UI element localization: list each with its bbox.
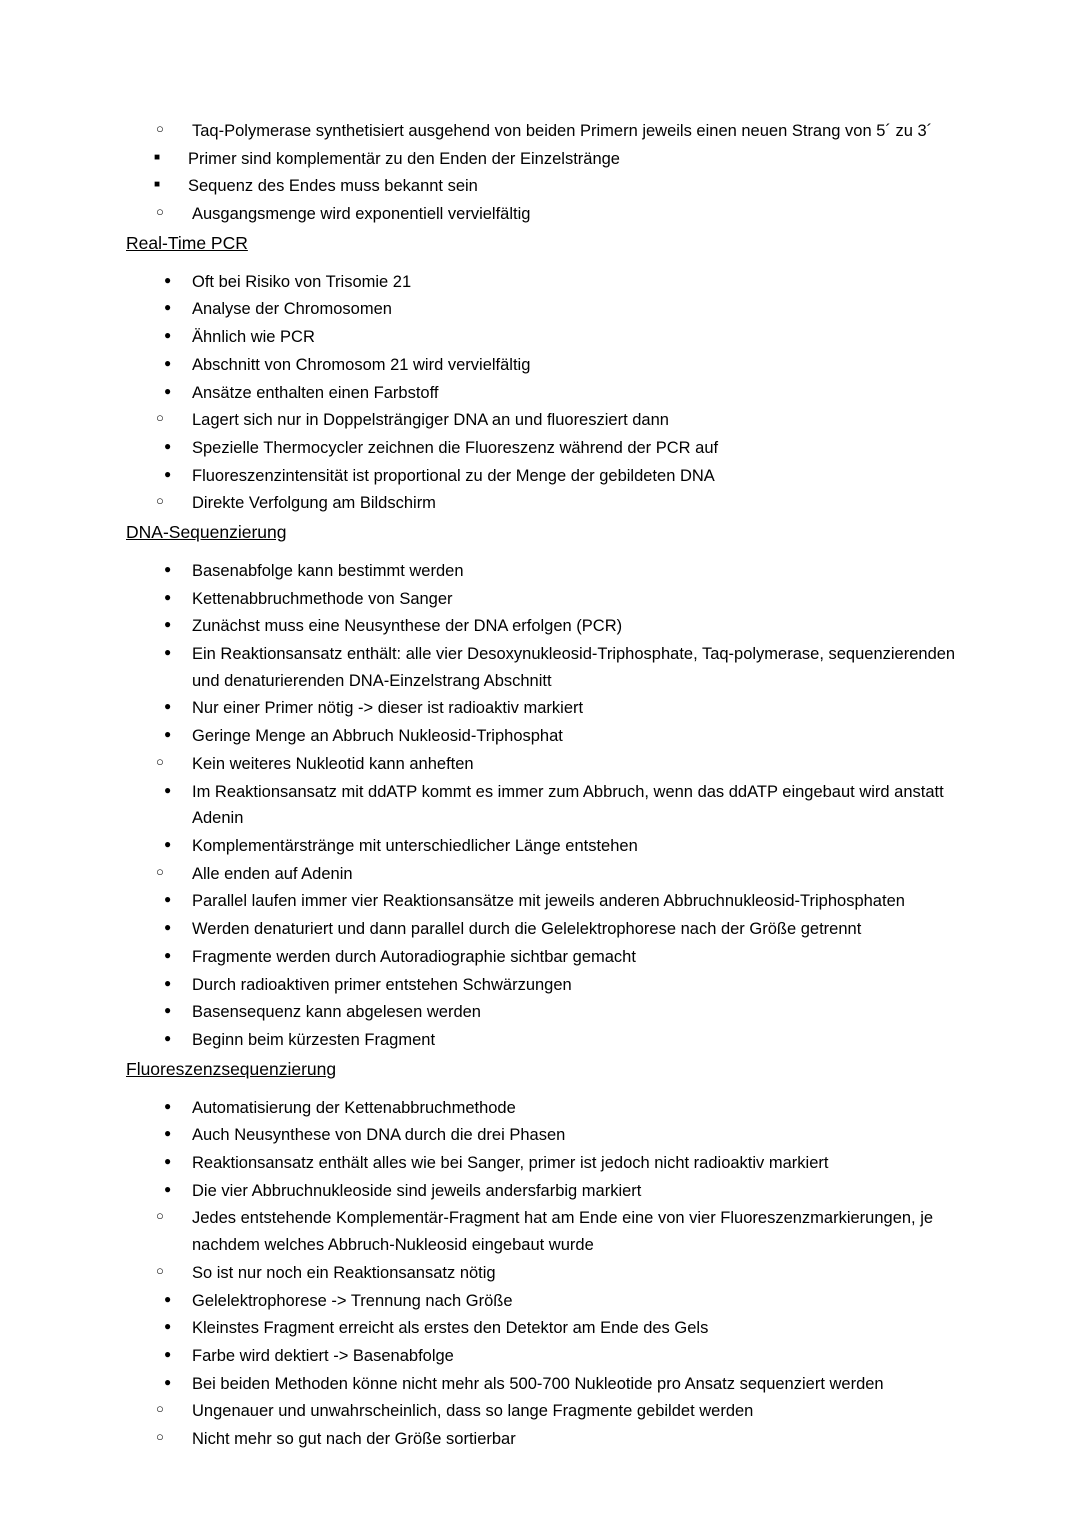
bullet-list-level-2 [126, 1398, 960, 1452]
list-item [126, 1260, 960, 1287]
list-item-text: ● Nur einer Primer nötig -> dieser ist radioaktiv markiert [192, 695, 960, 722]
document-content [126, 118, 960, 1453]
list-item [126, 779, 960, 832]
list-item-text: ● Geringe Menge an Abbruch Nukleosid-Triphosphat [192, 723, 960, 750]
list-item-text: ■ Primer sind komplementär zu den Enden der Einzelstränge [188, 146, 960, 173]
list-item [126, 1288, 960, 1315]
bullet-list-level-2 [126, 1205, 960, 1286]
list-item [126, 751, 960, 778]
list-item [126, 944, 960, 971]
list-item [126, 1315, 960, 1342]
list-item [126, 916, 960, 943]
list-item-text: ○ Ungenauer und unwahrscheinlich, dass so lange Fragmente gebildet werden [192, 1398, 960, 1425]
nested-list-wrapper [126, 490, 960, 517]
document-section [126, 521, 960, 1054]
list-item [126, 435, 960, 462]
list-item-text: ● Reaktionsansatz enthält alles wie bei Sanger, primer ist jedoch nicht radioaktiv markiert [192, 1150, 960, 1177]
list-item [126, 888, 960, 915]
document-section [126, 118, 960, 228]
list-item [126, 1398, 960, 1425]
list-item-text: ○ Jedes entstehende Komplementär-Fragment hat am Ende eine von vier Fluoreszenzmarkierungen, je nachdem welches Abbruch-Nukleosid eingebaut wurde [192, 1205, 960, 1258]
list-item-text: ● Auch Neusynthese von DNA durch die drei Phasen [192, 1122, 960, 1149]
list-item [126, 861, 960, 888]
list-item [126, 490, 960, 517]
list-item [126, 352, 960, 379]
list-item [126, 1027, 960, 1054]
list-item [126, 118, 960, 145]
list-item [126, 1150, 960, 1177]
list-item-text: ○ Taq-Polymerase synthetisiert ausgehend von beiden Primern jeweils einen neuen Strang von 5´ zu 3´ [192, 118, 960, 145]
list-item-text: ● Farbe wird dektiert -> Basenabfolge [192, 1343, 960, 1370]
list-item-text: ○ Kein weiteres Nukleotid kann anheften [192, 751, 960, 778]
list-item [126, 558, 960, 585]
bullet-list-level-2 [126, 490, 960, 517]
list-item [126, 201, 960, 228]
bullet-list-level-2 [126, 407, 960, 434]
nested-list-wrapper [126, 407, 960, 434]
list-item [126, 296, 960, 323]
list-item [126, 1205, 960, 1258]
list-item [126, 723, 960, 750]
list-item [126, 146, 960, 173]
nested-list-wrapper [126, 146, 960, 200]
list-item [126, 613, 960, 640]
list-item-text: ● Analyse der Chromosomen [192, 296, 960, 323]
nested-list-wrapper [126, 751, 960, 778]
list-item [126, 173, 960, 200]
list-item-text: ● Kettenabbruchmethode von Sanger [192, 586, 960, 613]
list-item-text: ● Fluoreszenzintensität ist proportional zu der Menge der gebildeten DNA [192, 463, 960, 490]
list-item [126, 1095, 960, 1122]
list-item [126, 1371, 960, 1398]
list-item-text: ○ Direkte Verfolgung am Bildschirm [192, 490, 960, 517]
list-item [126, 407, 960, 434]
bullet-list-level-2 [126, 118, 960, 228]
nested-list-wrapper [126, 1205, 960, 1286]
list-item-text: ● Fragmente werden durch Autoradiographie sichtbar gemacht [192, 944, 960, 971]
list-item-text: ● Ansätze enthalten einen Farbstoff [192, 380, 960, 407]
bullet-list-level-1 [126, 558, 960, 1054]
list-item-text: ● Zunächst muss eine Neusynthese der DNA erfolgen (PCR) [192, 613, 960, 640]
list-item-text: ● Parallel laufen immer vier Reaktionsansätze mit jeweils anderen Abbruchnukleosid-Triphosphaten [192, 888, 960, 915]
list-item-text: ● Ähnlich wie PCR [192, 324, 960, 351]
list-item [126, 641, 960, 694]
list-item [126, 269, 960, 296]
list-item [126, 833, 960, 860]
list-item-text: ● Werden denaturiert und dann parallel durch die Gelelektrophorese nach der Größe getrennt [192, 916, 960, 943]
list-item [126, 380, 960, 407]
list-item-text: ● Basensequenz kann abgelesen werden [192, 999, 960, 1026]
list-item-text: ● Kleinstes Fragment erreicht als erstes den Detektor am Ende des Gels [192, 1315, 960, 1342]
section-heading: Fluoreszenzsequenzierung [126, 1058, 337, 1079]
list-item [126, 463, 960, 490]
nested-list-wrapper [126, 1398, 960, 1452]
list-item-text: ■ Sequenz des Endes muss bekannt sein [188, 173, 960, 200]
list-item-text: ● Automatisierung der Kettenabbruchmethode [192, 1095, 960, 1122]
list-item-text: ● Durch radioaktiven primer entstehen Schwärzungen [192, 972, 960, 999]
list-item [126, 1343, 960, 1370]
list-item [126, 324, 960, 351]
list-item-text: ○ So ist nur noch ein Reaktionsansatz nötig [192, 1260, 960, 1287]
document-section [126, 232, 960, 517]
bullet-list-level-2 [126, 751, 960, 778]
list-item-text: ○ Alle enden auf Adenin [192, 861, 960, 888]
bullet-list-level-3 [126, 146, 960, 200]
list-item-text: ● Beginn beim kürzesten Fragment [192, 1027, 960, 1054]
list-item-text: ● Oft bei Risiko von Trisomie 21 [192, 269, 960, 296]
list-item-text: ● Abschnitt von Chromosom 21 wird vervielfältig [192, 352, 960, 379]
section-heading: DNA-Sequenzierung [126, 522, 287, 543]
list-item [126, 972, 960, 999]
list-item [126, 999, 960, 1026]
list-item-text: ● Die vier Abbruchnukleoside sind jeweils andersfarbig markiert [192, 1178, 960, 1205]
bullet-list-level-1 [126, 1095, 960, 1453]
list-item [126, 586, 960, 613]
list-item-text: ● Bei beiden Methoden könne nicht mehr als 500-700 Nukleotide pro Ansatz sequenziert werden [192, 1371, 960, 1398]
list-item-text: ● Spezielle Thermocycler zeichnen die Fluoreszenz während der PCR auf [192, 435, 960, 462]
list-item-text: ● Gelelektrophorese -> Trennung nach Größe [192, 1288, 960, 1315]
list-item-text: ● Komplementärstränge mit unterschiedlicher Länge entstehen [192, 833, 960, 860]
bullet-list-level-2 [126, 861, 960, 888]
list-item-text: ○ Ausgangsmenge wird exponentiell vervielfältig [192, 201, 960, 228]
list-item-text: ● Ein Reaktionsansatz enthält: alle vier Desoxynukleosid-Triphosphate, Taq-polymerase, sequenzierenden und denaturierenden DNA-Einzelstrang Abschnitt [192, 641, 960, 694]
list-item [126, 1178, 960, 1205]
list-item-text: ○ Nicht mehr so gut nach der Größe sortierbar [192, 1426, 960, 1453]
list-item [126, 1122, 960, 1149]
section-heading: Real-Time PCR [126, 232, 248, 253]
list-item-text: ● Im Reaktionsansatz mit ddATP kommt es immer zum Abbruch, wenn das ddATP eingebaut wird anstatt Adenin [192, 779, 960, 832]
list-item-text: ● Basenabfolge kann bestimmt werden [192, 558, 960, 585]
nested-list-wrapper [126, 861, 960, 888]
list-item-text: ○ Lagert sich nur in Doppelsträngiger DNA an und fluoresziert dann [192, 407, 960, 434]
document-section [126, 1058, 960, 1453]
list-item [126, 695, 960, 722]
list-item [126, 1426, 960, 1453]
bullet-list-level-1 [126, 269, 960, 517]
